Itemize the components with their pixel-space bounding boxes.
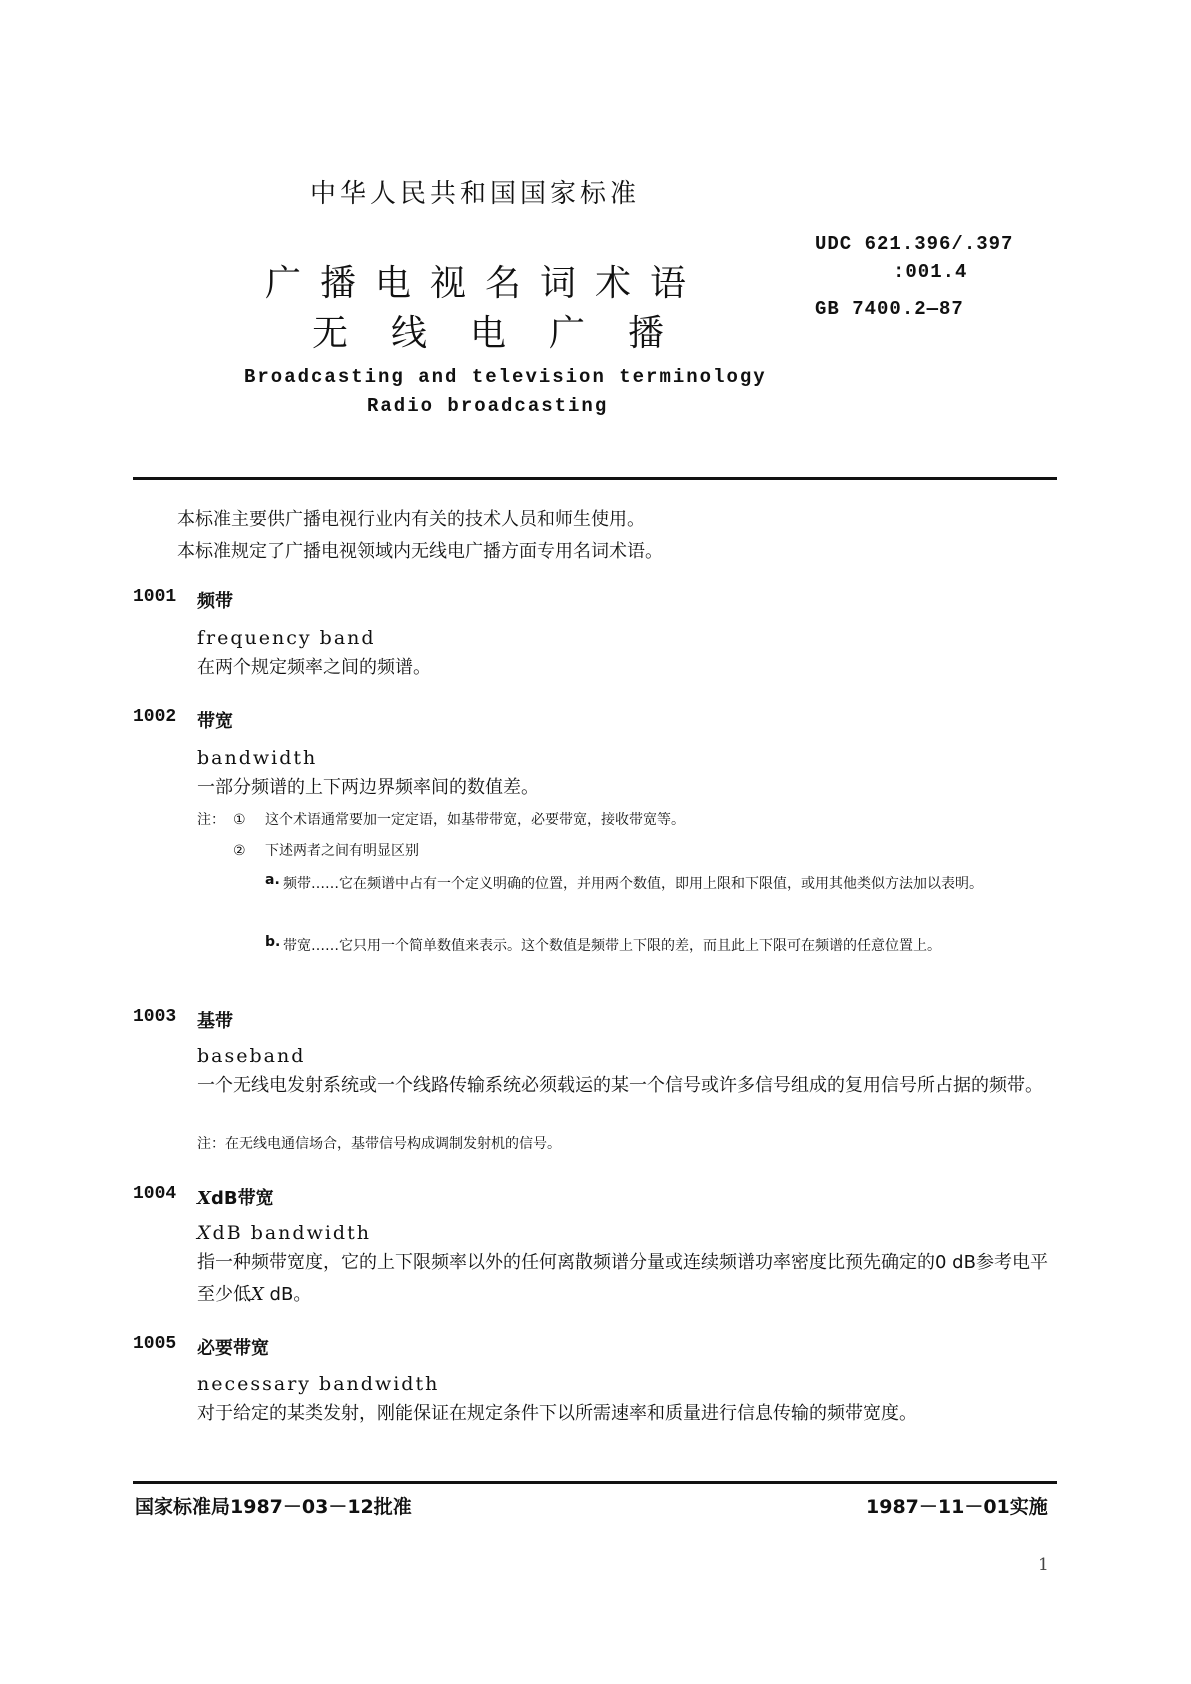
variable-x: X [197, 1188, 211, 1209]
note-1: 这个术语通常要加一定定语，如基带带宽，必要带宽，接收带宽等。 [265, 812, 685, 828]
effective-date: 1987－11－01实施 [866, 1496, 1048, 1518]
term-number: 1003 [133, 1007, 177, 1027]
intro-line-1: 本标准主要供广播电视行业内有关的技术人员和师生使用。 [177, 509, 645, 530]
term-definition: 一部分频谱的上下两边界频率间的数值差。 [197, 777, 539, 798]
term-number: 1004 [133, 1184, 177, 1204]
term-en: frequency band [197, 627, 376, 649]
national-standard-heading: 中华人民共和国国家标准 [310, 179, 641, 209]
udc-code-line1: UDC 621.396/.397 [815, 233, 1014, 255]
term-definition: 一个无线电发射系统或一个线路传输系统必须载运的某一个信号或许多信号组成的复用信号所占据的频带。 [197, 1075, 1043, 1096]
variable-x: X [251, 1284, 264, 1305]
term-number: 1001 [133, 587, 177, 607]
term-en: necessary bandwidth [197, 1373, 440, 1395]
term-en: bandwidth [197, 747, 318, 769]
term-en: baseband [197, 1045, 306, 1067]
term-en [197, 1222, 371, 1244]
def-text-2: dB。 [263, 1284, 312, 1305]
term-zh: 必要带宽 [197, 1338, 269, 1359]
term-definition [197, 1247, 1057, 1311]
note-2a-label: a. [265, 872, 280, 888]
term-zh: 频带 [197, 591, 233, 612]
title-zh-line2: 无线电广播 [312, 313, 708, 354]
footer-divider [133, 1481, 1057, 1484]
term-note: 注：在无线电通信场合，基带信号构成调制发射机的信号。 [197, 1136, 561, 1152]
title-en-line2: Radio broadcasting [367, 395, 609, 417]
term-zh: 带宽 [197, 711, 233, 732]
term-definition: 在两个规定频率之间的频谱。 [197, 657, 431, 678]
title-en-line1: Broadcasting and television terminology [244, 366, 767, 388]
term-zh-text: dB带宽 [210, 1188, 274, 1209]
note-label: 注： [197, 812, 225, 828]
term-number: 1005 [133, 1334, 177, 1354]
note-2: 下述两者之间有明显区别 [265, 843, 419, 859]
variable-x: X [197, 1222, 213, 1244]
note-2a: 频带……它在频谱中占有一个定义明确的位置，并用两个数值，即用上限和下限值，或用其他类似方法加以表明。 [283, 876, 983, 892]
approval-date: 国家标准局1987－03－12批准 [135, 1496, 412, 1518]
note-2b: 带宽……它只用一个简单数值来表示。这个数值是频带上下限的差，而且此上下限可在频谱的任意位置上。 [283, 938, 941, 954]
def-text-1: 指一种频带宽度，它的上下限频率以外的任何离散频谱分量或连续频谱功率密度比预先确定的0 dB参考电平至少低 [197, 1252, 1048, 1305]
intro-line-2: 本标准规定了广播电视领域内无线电广播方面专用名词术语。 [177, 541, 663, 562]
page-number: 1 [1038, 1555, 1049, 1575]
header-divider [133, 477, 1057, 480]
term-zh: 基带 [197, 1011, 233, 1032]
term-en-text: dB bandwidth [212, 1222, 371, 1244]
term-definition: 对于给定的某类发射，刚能保证在规定条件下以所需速率和质量进行信息传输的频带宽度。 [197, 1403, 917, 1424]
term-number: 1002 [133, 707, 177, 727]
note-2b-label: b. [265, 934, 281, 950]
note-marker-1: ① [233, 812, 246, 828]
term-zh [197, 1184, 274, 1210]
udc-code-line2: :001.4 [893, 261, 968, 283]
title-zh-line1: 广播电视名词术语 [265, 263, 706, 304]
gb-code: GB 7400.2—87 [815, 298, 964, 320]
note-marker-2: ② [233, 843, 246, 859]
